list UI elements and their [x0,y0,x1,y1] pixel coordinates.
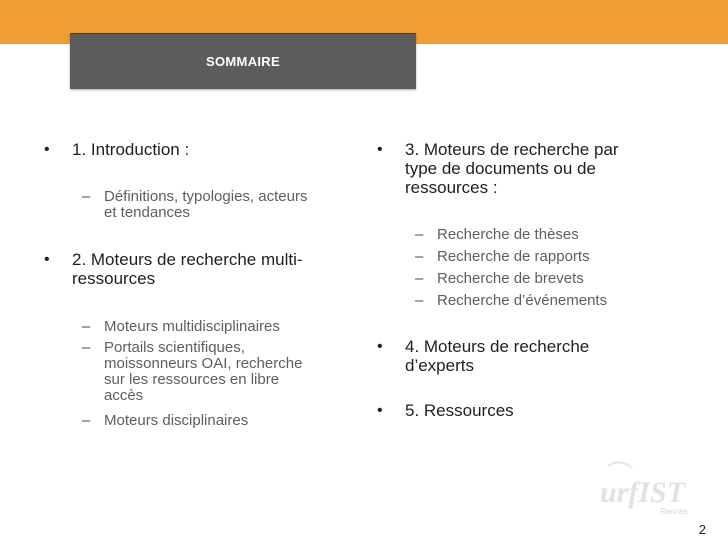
dash-icon: – [82,188,91,205]
subitem-label: Moteurs disciplinaires [104,412,249,429]
subitem-line: Définitions, typologies, acteurs [104,188,308,205]
subitem-line: sur les ressources en libre [104,371,280,388]
title-box [70,33,416,89]
toc-subitem-brevets [415,270,584,287]
subitem-label: Recherche de thèses [437,226,579,243]
bullet-icon: • [44,141,50,158]
toc-item-multiresources [44,250,303,288]
subitem-line: accès [104,387,144,404]
toc-item-experts [377,337,590,375]
toc-subitem-disciplinaires [82,412,249,429]
toc-item-line: d’experts [405,356,474,375]
bullet-icon: • [377,141,383,158]
toc-subitem-theses [415,226,579,243]
subitem-line: Portails scientifiques, [104,339,245,356]
dash-icon: – [82,318,91,335]
subitem-label: Recherche de rapports [437,248,590,265]
toc-item-line: 4. Moteurs de recherche [405,337,590,356]
bullet-icon: • [377,402,383,419]
toc-subitem-rapports [415,248,590,265]
logo-caption: Rennes [660,507,688,516]
dash-icon: – [82,412,91,429]
dash-icon: – [415,270,424,287]
subitem-line: moissonneurs OAI, recherche [104,355,303,372]
toc-item-line: ressources : [405,178,498,197]
toc-subitem-portails [82,339,303,404]
page-number: 2 [698,522,706,537]
logo-mark: urfIST [600,476,686,509]
bullet-icon: • [377,338,383,355]
logo-swoosh [608,462,632,468]
toc-item-line: ressources [72,269,156,288]
toc-item-label: 5. Ressources [405,401,514,420]
toc-item-line: type de documents ou de [405,159,596,178]
toc-subitem-evenements [415,292,608,309]
urfist-logo [596,458,696,518]
dash-icon: – [415,292,424,309]
subitem-label: Recherche d’événements [437,292,608,309]
bullet-icon: • [44,251,50,268]
dash-icon: – [82,339,91,356]
toc-subitem-multidisciplinaires [82,318,280,335]
dash-icon: – [415,226,424,243]
subitem-line: et tendances [104,204,190,221]
dash-icon: – [415,248,424,265]
toc-item-label: 1. Introduction : [72,140,190,159]
subitem-label: Recherche de brevets [437,270,584,287]
toc-item-line: 3. Moteurs de recherche par [405,140,619,159]
slide-title: SOMMAIRE [206,54,280,69]
toc-subitem-definitions [82,188,308,221]
subitem-label: Moteurs multidisciplinaires [104,318,280,335]
toc-item-ressources [377,401,514,420]
toc-item-line: 2. Moteurs de recherche multi- [72,250,303,269]
toc-item-type-documents [377,140,619,197]
toc-item-introduction [44,140,190,159]
